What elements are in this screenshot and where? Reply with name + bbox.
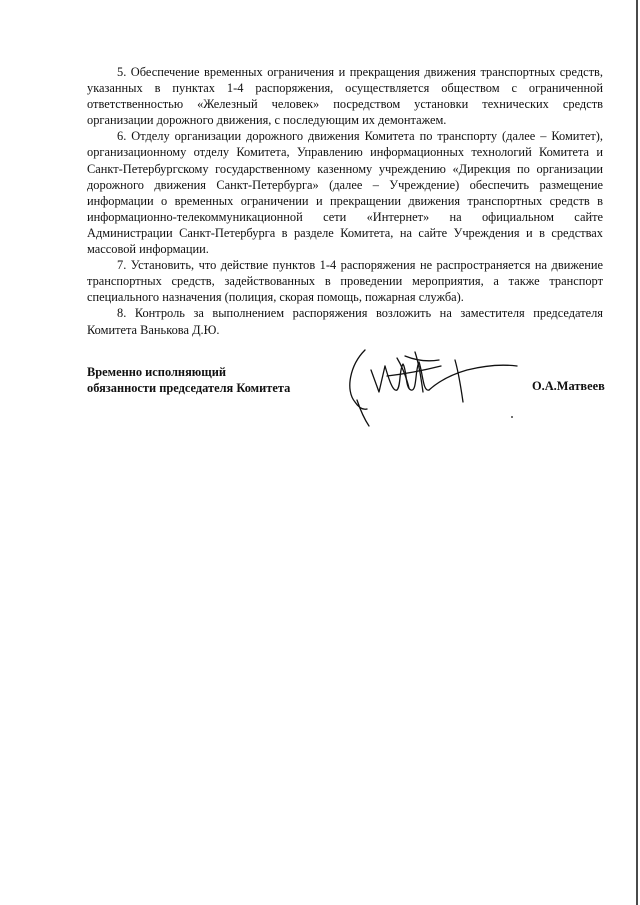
paragraph-8: 8. Контроль за выполнением распоряжения возложить на заместителя председателя Комитета Ванькова Д.Ю. <box>87 306 603 337</box>
signatory-title <box>87 364 290 396</box>
paragraph-5: 5. Обеспечение временных ограничения и прекращения движения транспортных средств, указанных в пунктах 1-4 распоряжения, осуществляется обществом с ограниченной ответственностью «Железный человек» посредством установки технических средств организации дорожного движения, с последующим их демонтажем. <box>87 65 603 128</box>
scan-edge-line <box>636 0 638 905</box>
paragraph-7: 7. Установить, что действие пунктов 1-4 распоряжения не распространяется на движение транспортных средств, задействованных в проведении мероприятия, а также транспорт специального назначения (полиция, скорая помощь, пожарная служба). <box>87 258 603 305</box>
signatory-name: О.А.Матвеев <box>532 379 605 393</box>
document-body <box>87 64 603 338</box>
paragraph-6: 6. Отделу организации дорожного движения Комитета по транспорту (далее – Комитет), организационному отделу Комитета, Управлению информационных технологий Комитета и Санкт-Петербургскому государственному казенному учреждению «Дирекция по организации дорожного движения Санкт-Петербурга» (далее – Учреждение) обеспечить размещение информации о временных ограничении и прекращении движения транспортных средств в информационно-телекоммуникационной сети «Интернет» на официальном сайте Администрации Санкт-Петербурга в разделе Комитета, на сайте Учреждения и в средствах массовой информации. <box>87 129 603 257</box>
signatory-title-line1: Временно исполняющий <box>87 365 226 379</box>
signatory-title-line2: обязанности председателя Комитета <box>87 381 291 395</box>
scan-speck <box>511 416 513 418</box>
handwritten-signature <box>345 340 525 430</box>
